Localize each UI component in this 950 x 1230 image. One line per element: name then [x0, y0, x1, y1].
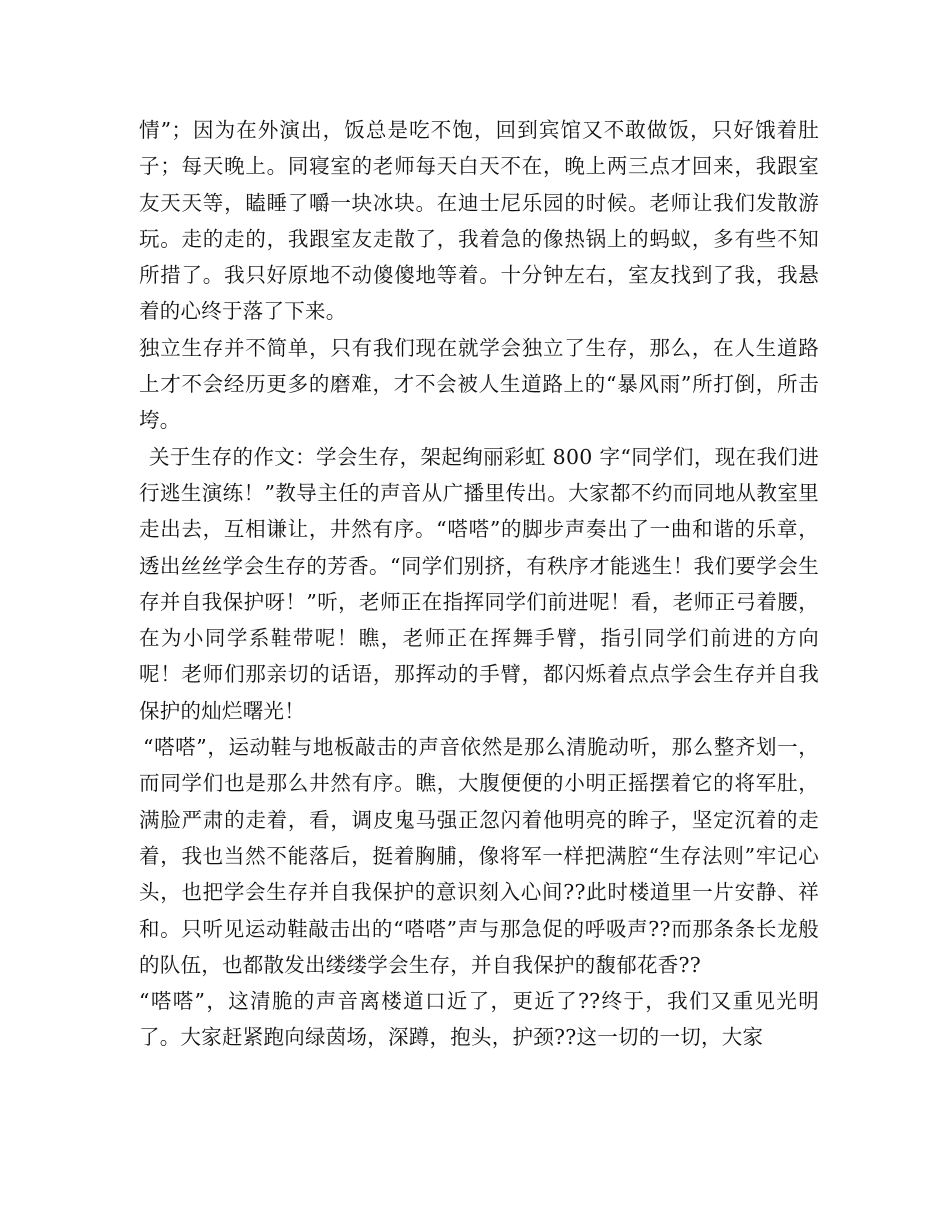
paragraph-3: 关于生存的作文：学会生存，架起绚丽彩虹 800 字“同学们，现在我们进行逃生演练！”教导主任的声音从广播里传出。大家都不约而同地从教室里走出去，互相谦让，井然有序。“嗒嗒”的脚步声奏出了一曲和谐的乐章，透出丝丝学会生存的芳香。“同学们别挤，有秩序才能逃生！我们要学会生存并自我保护呀！”听，老师正在指挥同学们前进呢！看，老师正弓着腰，在为小同学系鞋带呢！瞧，老师正在挥舞手臂，指引同学们前进的方向呢！老师们那亲切的话语，那挥动的手臂，都闪烁着点点学会生存并自我保护的灿烂曙光！	[139, 444, 819, 723]
paragraph-5: “嗒嗒”，这清脆的声音离楼道口近了，更近了??终于，我们又重见光明了。大家赶紧跑向绿茵场，深蹲，抱头，护颈??这一切的一切，大家	[139, 989, 819, 1050]
document-body	[139, 112, 819, 1056]
paragraph-4: “嗒嗒”，运动鞋与地板敲击的声音依然是那么清脆动听，那么整齐划一，而同学们也是那么井然有序。瞧，大腹便便的小明正摇摆着它的将军肚，满脸严肃的走着，看，调皮鬼马强正忽闪着他明亮的眸子，坚定沉着的走着，我也当然不能落后，挺着胸脯，像将军一样把满腔“生存法则”牢记心头，也把学会生存并自我保护的意识刻入心间??此时楼道里一片安静、祥和。只听见运动鞋敲击出的“嗒嗒”声与那急促的呼吸声??而那条条长龙般的队伍，也都散发出缕缕学会生存，并自我保护的馥郁花香??	[139, 735, 819, 977]
paragraph-2: 独立生存并不简单，只有我们现在就学会独立了生存，那么，在人生道路上才不会经历更多的磨难，才不会被人生道路上的“暴风雨”所打倒，所击垮。	[139, 335, 819, 433]
paragraph-1: 情”；因为在外演出，饭总是吃不饱，回到宾馆又不敢做饭，只好饿着肚子；每天晚上。同寝室的老师每天白天不在，晚上两三点才回来，我跟室友天天等，瞌睡了嚼一块冰块。在迪士尼乐园的时候。老师让我们发散游玩。走的走的，我跟室友走散了，我着急的像热锅上的蚂蚁，多有些不知所措了。我只好原地不动傻傻地等着。十分钟左右，室友找到了我，我悬着的心终于落了下来。	[139, 118, 819, 324]
